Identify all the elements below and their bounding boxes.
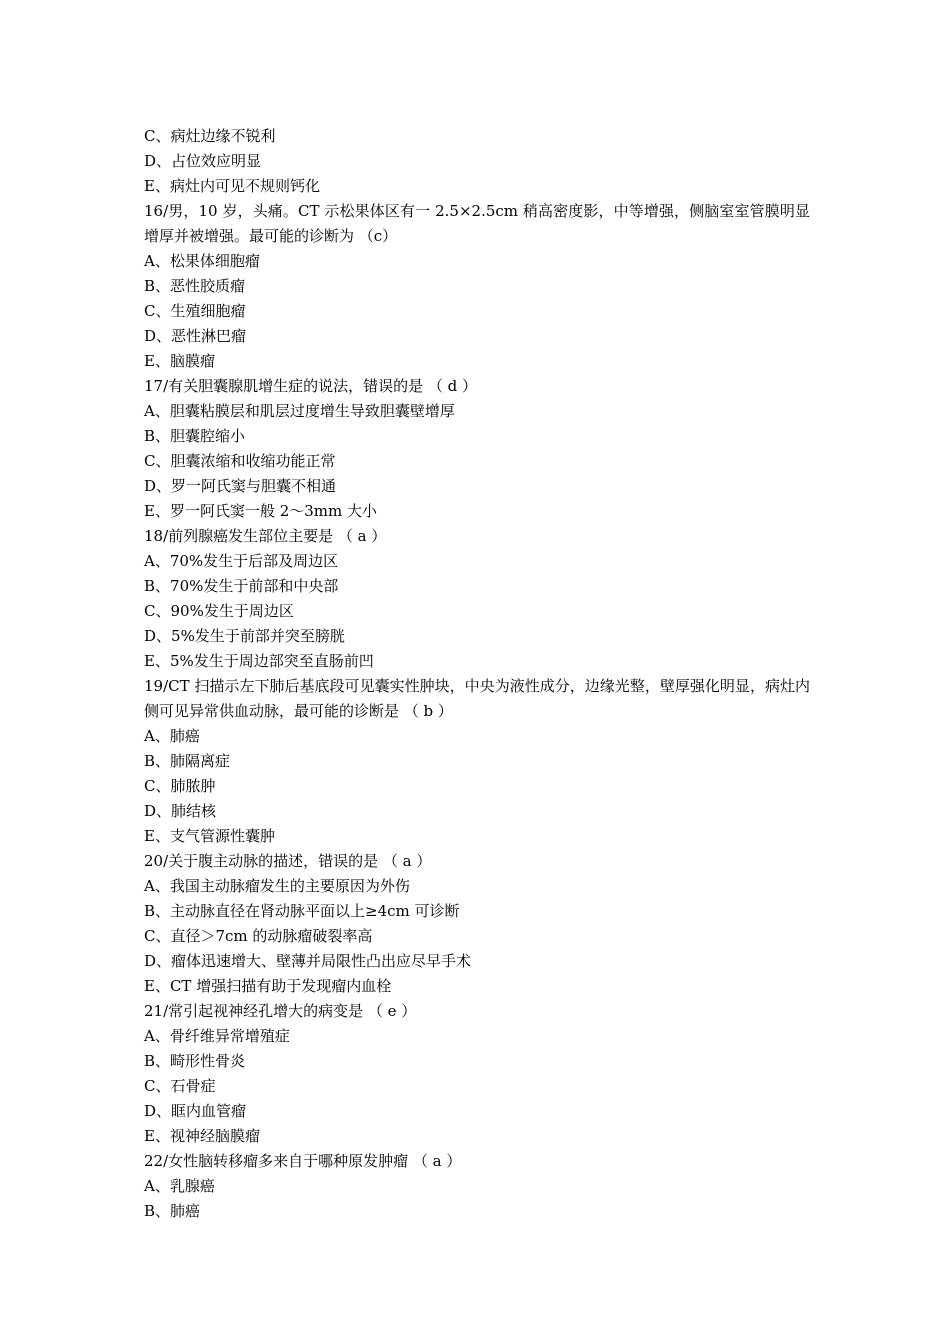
option-line: E、病灶内可见不规则钙化 bbox=[144, 177, 320, 195]
option-line: C、肺脓肿 bbox=[144, 777, 216, 795]
option-line: B、畸形性骨炎 bbox=[144, 1052, 246, 1070]
option-line: C、生殖细胞瘤 bbox=[144, 302, 246, 320]
option-line: C、胆囊浓缩和收缩功能正常 bbox=[144, 452, 336, 470]
option-line: A、骨纤维异常增殖症 bbox=[144, 1027, 290, 1045]
option-line: D、眶内血管瘤 bbox=[144, 1102, 247, 1120]
option-line: A、乳腺癌 bbox=[144, 1177, 215, 1195]
document-body bbox=[144, 124, 810, 1224]
option-line: C、90%发生于周边区 bbox=[144, 602, 294, 620]
option-line: A、我国主动脉瘤发生的主要原因为外伤 bbox=[144, 877, 410, 895]
option-line: D、肺结核 bbox=[144, 802, 217, 820]
question-21: 21/常引起视神经孔增大的病变是 （ e ） bbox=[144, 1002, 417, 1020]
option-line: B、肺癌 bbox=[144, 1202, 201, 1220]
option-line: C、病灶边缘不锐利 bbox=[144, 127, 276, 145]
option-line: B、主动脉直径在肾动脉平面以上≥4cm 可诊断 bbox=[144, 902, 460, 920]
question-19: 19/CT 扫描示左下肺后基底段可见囊实性肿块，中央为液性成分，边缘光整，壁厚强化明显，病灶内侧可见异常供血动脉，最可能的诊断是 （ b ） bbox=[144, 677, 810, 720]
option-line: E、脑膜瘤 bbox=[144, 352, 215, 370]
option-line: E、罗一阿氏窦一般 2～3mm 大小 bbox=[144, 502, 378, 520]
question-20: 20/关于腹主动脉的描述，错误的是 （ a ） bbox=[144, 852, 432, 870]
option-line: A、胆囊粘膜层和肌层过度增生导致胆囊壁增厚 bbox=[144, 402, 455, 420]
option-line: B、恶性胶质瘤 bbox=[144, 277, 246, 295]
question-17: 17/有关胆囊腺肌增生症的说法，错误的是 （ d ） bbox=[144, 377, 478, 395]
option-line: A、肺癌 bbox=[144, 727, 200, 745]
option-line: E、5%发生于周边部突至直肠前凹 bbox=[144, 652, 374, 670]
option-line: D、占位效应明显 bbox=[144, 152, 262, 170]
question-22: 22/女性脑转移瘤多来自于哪种原发肿瘤 （ a ） bbox=[144, 1152, 462, 1170]
option-line: D、罗一阿氏窦与胆囊不相通 bbox=[144, 477, 337, 495]
option-line: D、恶性淋巴瘤 bbox=[144, 327, 247, 345]
option-line: C、石骨症 bbox=[144, 1077, 216, 1095]
option-line: B、70%发生于前部和中央部 bbox=[144, 577, 339, 595]
option-line: A、70%发生于后部及周边区 bbox=[144, 552, 339, 570]
question-18: 18/前列腺癌发生部位主要是 （ a ） bbox=[144, 527, 387, 545]
option-line: D、瘤体迅速增大、壁薄并局限性凸出应尽早手术 bbox=[144, 952, 472, 970]
option-line: C、直径＞7cm 的动脉瘤破裂率高 bbox=[144, 927, 373, 945]
option-line: E、支气管源性囊肿 bbox=[144, 827, 275, 845]
option-line: E、CT 增强扫描有助于发现瘤内血栓 bbox=[144, 977, 392, 995]
option-line: A、松果体细胞瘤 bbox=[144, 252, 260, 270]
option-line: B、肺隔离症 bbox=[144, 752, 231, 770]
option-line: D、5%发生于前部并突至膀胱 bbox=[144, 627, 345, 645]
option-line: B、胆囊腔缩小 bbox=[144, 427, 246, 445]
question-16: 16/男，10 岁，头痛。CT 示松果体区有一 2.5×2.5cm 稍高密度影，中等增强，侧脑室室管膜明显增厚并被增强。最可能的诊断为 （c） bbox=[144, 202, 810, 245]
option-line: E、视神经脑膜瘤 bbox=[144, 1127, 260, 1145]
